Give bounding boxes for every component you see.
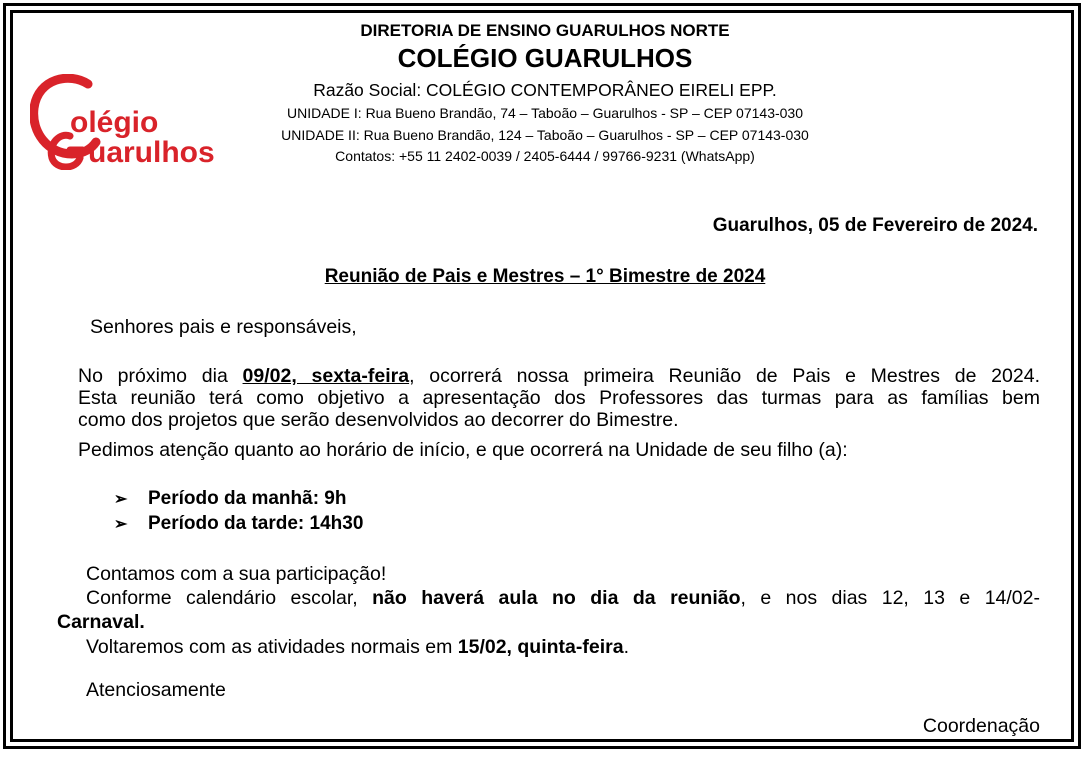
bullet-manha [114, 488, 346, 510]
conforme-pre: Conforme calendário escolar, [86, 587, 373, 609]
meeting-date: 09/02, sexta-feira [242, 365, 410, 387]
header-diretoria: DIRETORIA DE ENSINO GUARULHOS NORTE [360, 21, 730, 40]
paragraph-1-line-2: Esta reunião terá como objetivo a apresentação dos Professores das turmas para as famílias bem [78, 387, 1040, 409]
bullet-text: Período da tarde: 14h30 [148, 513, 364, 534]
paragraph-1-line-3: como dos projetos que serão desenvolvidos ao decorrer do Bimestre. [78, 409, 679, 431]
letter-date: Guarulhos, 05 de Fevereiro de 2024. [712, 215, 1038, 236]
p1-post: , ocorrerá nossa primeira Reunião de Pais e Mestres de 2024. [409, 365, 1040, 387]
bullet-tarde [114, 513, 363, 535]
title-text: Reunião de Pais e Mestres – 1° Bimestre de 2024 [324, 266, 766, 287]
arrow-bullet-icon: ➢ [114, 491, 128, 508]
school-logo [30, 74, 235, 170]
voltaremos-bold: 15/02, quinta-feira [457, 636, 624, 658]
greeting: Senhores pais e responsáveis, [90, 316, 357, 338]
paragraph-1-line-1 [78, 365, 1040, 387]
header-unidade-2: UNIDADE II: Rua Bueno Brandão, 124 – Taboão – Guarulhos - SP – CEP 07143-030 [281, 127, 809, 143]
conforme-line [86, 587, 1040, 609]
carnaval-line: Carnaval. [57, 611, 145, 633]
voltaremos-post: . [623, 636, 629, 658]
logo-text-line1: olégio [70, 106, 159, 139]
header-colegio: COLÉGIO GUARULHOS [397, 43, 693, 73]
header-unidade-1: UNIDADE I: Rua Bueno Brandão, 74 – Taboão – Guarulhos - SP – CEP 07143-030 [287, 105, 803, 121]
contamos-line: Contamos com a sua participação! [86, 563, 387, 585]
attention-line: Pedimos atenção quanto ao horário de início, e que ocorrerá na Unidade de seu filho (a): [78, 439, 848, 461]
voltaremos-pre: Voltaremos com as atividades normais em [86, 636, 458, 658]
logo-text-line2: uarulhos [88, 136, 215, 169]
coordenacao: Coordenação [922, 715, 1040, 737]
conforme-post: , e nos dias 12, 13 e 14/02- [740, 587, 1040, 609]
letter-title [0, 266, 1090, 288]
bullet-text: Período da manhã: 9h [148, 488, 347, 509]
p1-pre: No próximo dia [78, 365, 243, 387]
voltaremos-line [86, 636, 629, 658]
header-razao-social: Razão Social: COLÉGIO CONTEMPORÂNEO EIRELI EPP. [313, 80, 777, 100]
arrow-bullet-icon: ➢ [114, 516, 128, 533]
atenciosamente: Atenciosamente [86, 679, 226, 701]
paragraph-1 [78, 365, 1040, 431]
header-contatos: Contatos: +55 11 2402-0039 / 2405-6444 / 99766-9231 (WhatsApp) [335, 148, 755, 164]
conforme-bold: não haverá aula no dia da reunião [372, 587, 741, 609]
